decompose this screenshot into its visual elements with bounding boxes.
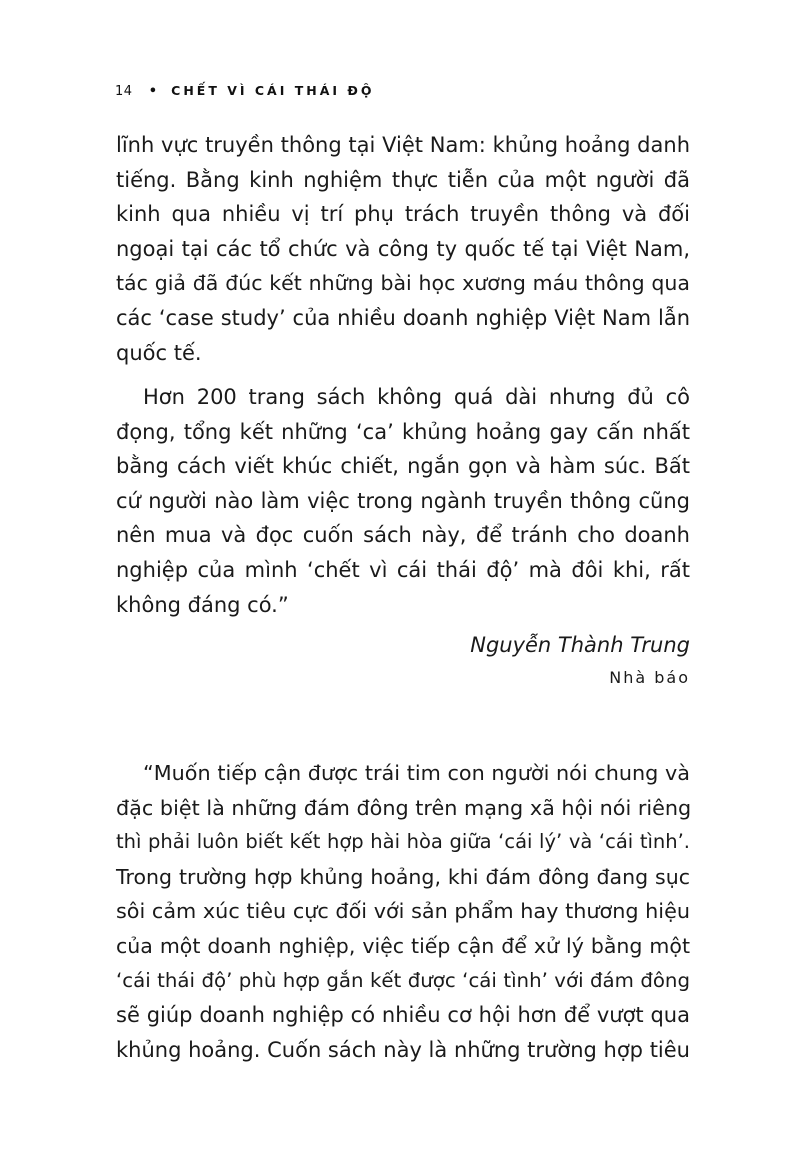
paragraph-quote bbox=[116, 756, 690, 1067]
text-line: đặc biệt là những đám đông trên mạng xã hội nói riêng bbox=[116, 795, 692, 820]
text-line: Trong trường hợp khủng hoảng, khi đám đông đang sục bbox=[116, 864, 690, 889]
running-header bbox=[115, 80, 375, 102]
text-line: của một doanh nghiệp, việc tiếp cận để xử lý bằng một bbox=[116, 933, 690, 958]
text-line: cứ người nào làm việc trong ngành truyền thông cũng bbox=[116, 488, 690, 513]
paragraph-review bbox=[116, 380, 690, 622]
text-line: “Muốn tiếp cận được trái tim con người nói chung và bbox=[143, 761, 690, 785]
text-line: nghiệp của mình ‘chết vì cái thái độ’ mà đôi khi, rất bbox=[116, 557, 690, 582]
attribution-role: Nhà báo bbox=[609, 668, 690, 687]
text-line: kinh qua nhiều vị trí phụ trách truyền thông và đối bbox=[116, 202, 690, 227]
paragraph-continued bbox=[116, 128, 690, 370]
text-line: tác giả đã đúc kết những bài học xương máu thông qua bbox=[116, 271, 690, 296]
text-line: quốc tế. bbox=[116, 340, 202, 365]
text-line: sẽ giúp doanh nghiệp có nhiều cơ hội hơn để vượt qua bbox=[116, 1003, 690, 1028]
text-line: Hơn 200 trang sách không quá dài nhưng đủ cô bbox=[143, 385, 690, 409]
text-line: không đáng có.” bbox=[116, 592, 289, 617]
text-line: ‘cái thái độ’ phù hợp gắn kết được ‘cái tình’ với đám đông bbox=[116, 968, 690, 992]
book-title: CHẾT VÌ CÁI THÁI ĐỘ bbox=[171, 83, 375, 98]
text-line: các ‘case study’ của nhiều doanh nghiệp Việt Nam lẫn bbox=[116, 305, 690, 330]
text-line: tiếng. Bằng kinh nghiệm thực tiễn của một người đã bbox=[116, 167, 690, 192]
text-line: thì phải luôn biết kết hợp hài hòa giữa ‘cái lý’ và ‘cái tình’. bbox=[116, 830, 690, 854]
text-line: lĩnh vực truyền thông tại Việt Nam: khủng hoảng danh bbox=[116, 133, 690, 157]
page-number: 14 bbox=[115, 84, 133, 99]
text-line: khủng hoảng. Cuốn sách này là những trường hợp tiêu bbox=[116, 1037, 690, 1062]
text-line: bằng cách viết khúc chiết, ngắn gọn và hàm súc. Bất bbox=[116, 454, 690, 479]
header-separator: • bbox=[148, 84, 157, 99]
text-line: sôi cảm xúc tiêu cực đối với sản phẩm hay thương hiệu bbox=[116, 899, 690, 924]
text-line: ngoại tại các tổ chức và công ty quốc tế tại Việt Nam, bbox=[116, 236, 690, 261]
text-line: nên mua và đọc cuốn sách này, để tránh cho doanh bbox=[116, 523, 690, 548]
attribution-name: Nguyễn Thành Trung bbox=[470, 633, 690, 657]
text-line: đọng, tổng kết những ‘ca’ khủng hoảng gay cấn nhất bbox=[116, 419, 690, 444]
